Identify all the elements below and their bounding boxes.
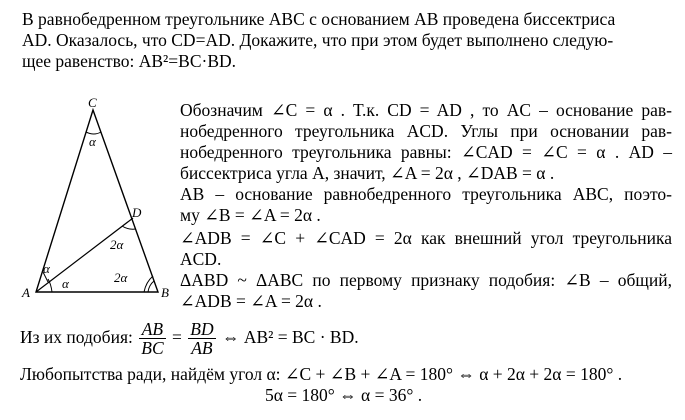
equals-sign: = (172, 327, 182, 347)
label-d: D (132, 205, 142, 220)
label-a: A (22, 285, 30, 300)
triangle-figure (18, 96, 178, 306)
angle-label-a-lower: α (62, 276, 69, 291)
fraction-bd-ab (188, 320, 215, 357)
angle-label-d: 2α (110, 237, 124, 252)
similarity-result: ⇔ AB² = BC · BD. (221, 327, 359, 347)
curiosity-line-1: Любопытства ради, найдём угол α: ∠C + ∠B + ∠A = 180° ⇔ α + 2α + 2α = 180° . (20, 364, 623, 384)
problem-line-1: В равнобедренном треугольнике ABC с основанием AB проведена биссектриса (22, 9, 616, 29)
solution-line: му ∠B = ∠A = 2α . (180, 205, 321, 225)
angle-arc-b-inner (148, 281, 154, 292)
solution-line: ∠ADB = ∠A = 2α . (180, 291, 322, 311)
problem-line-3: щее равенство: AB²=BC·BD. (22, 51, 237, 71)
fraction-ab-bc (139, 320, 165, 357)
solution-line: ∠ADB = ∠C + ∠CAD = 2α как внешний угол треугольника (180, 228, 672, 248)
angle-label-a-upper: α (43, 261, 50, 276)
angle-label-c: α (89, 134, 96, 149)
solution-line: Обозначим ∠C = α . Т.к. CD = AD , то AC – основание рав- (180, 100, 672, 120)
solution-line: AB – основание равнобедренного треугольника ABC, поэто- (180, 184, 672, 204)
similarity-prefix: Из их подобия: (20, 327, 133, 347)
solution-line: биссектриса угла A, значит, ∠A = 2α , ∠DAB = α . (180, 163, 555, 183)
fraction-numerator: AB (139, 320, 165, 339)
solution-line: нобедренного треугольника ACD. Углы при основании рав- (180, 121, 672, 141)
solution-line: ΔABD ~ ΔABC по первому признаку подобия: ∠B – общий, (180, 270, 672, 290)
solution-line: нобедренного треугольника равны: ∠CAD = ∠C = α . AD – (180, 142, 672, 162)
curiosity-line-2: 5α = 180° ⇔ α = 36° . (265, 385, 423, 405)
triangle-abc (36, 110, 158, 292)
label-b: B (161, 285, 169, 300)
fraction-denominator: BC (141, 338, 164, 359)
problem-line-2: AD. Оказалось, что CD=AD. Докажите, что при этом будет выполнено следую- (22, 30, 614, 50)
similarity-equation (20, 318, 359, 357)
angle-label-b: 2α (114, 270, 128, 285)
label-c: C (88, 96, 97, 110)
fraction-numerator: BD (190, 319, 214, 340)
fraction-denominator: AB (191, 338, 213, 359)
solution-line: ACD. (180, 249, 222, 269)
